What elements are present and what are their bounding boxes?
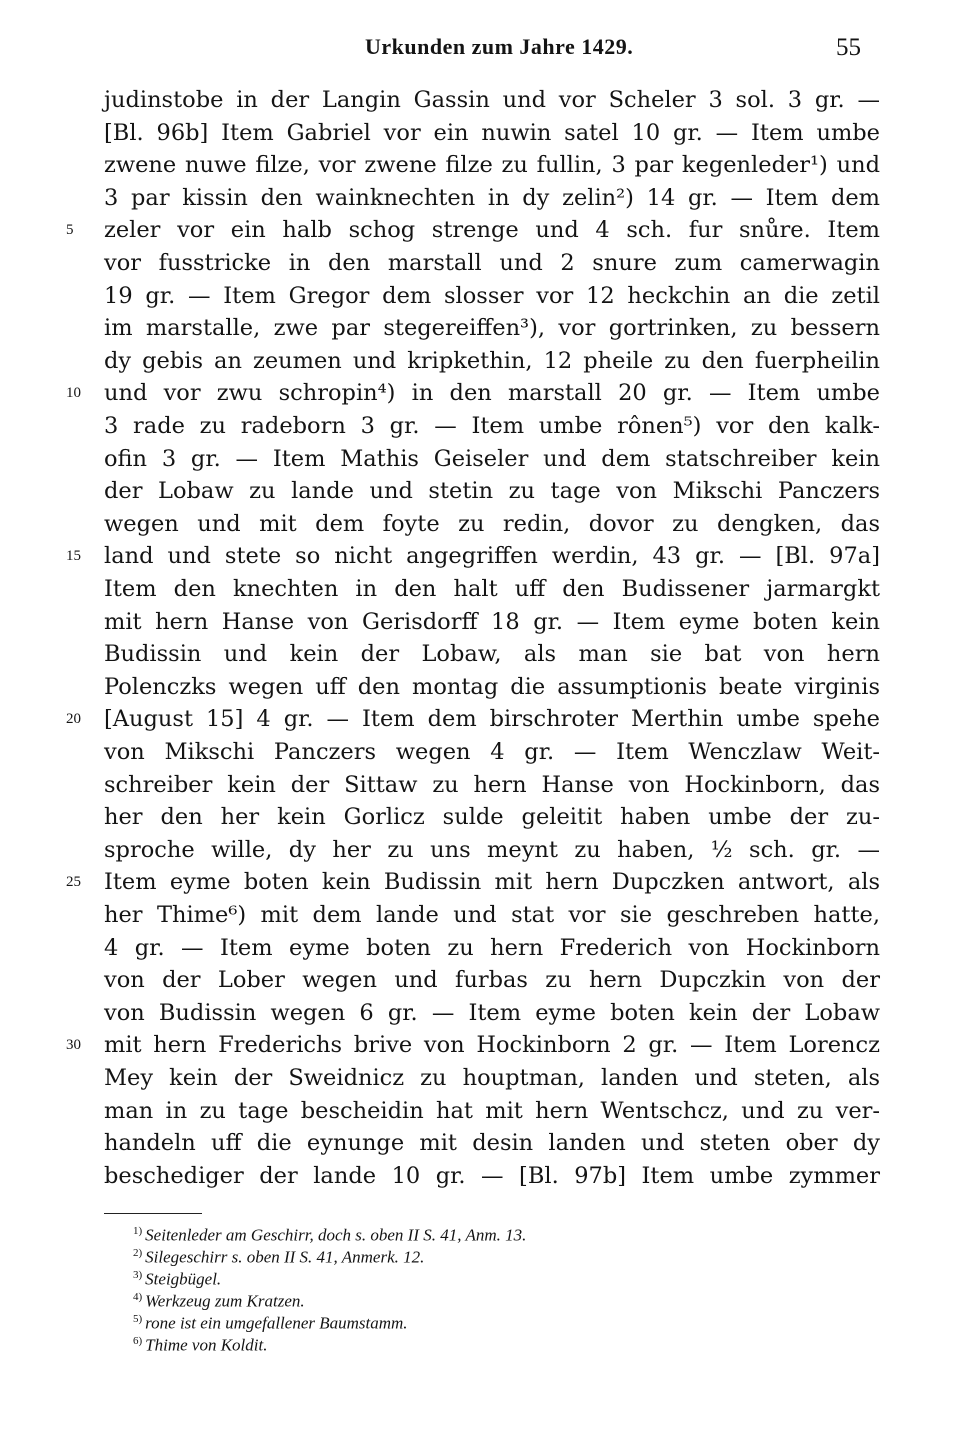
text-line: von Mikschi Panczers wegen 4 gr. — Item Wenczlaw Weit-	[104, 739, 880, 765]
footnote	[133, 1264, 893, 1289]
text-line: mit hern Frederichs brive von Hockinborn 2 gr. — Item Lorencz	[104, 1032, 880, 1059]
text-line: vor fusstricke in den marstall und 2 snure zum camerwagin	[104, 250, 880, 276]
text-line: von der Lober wegen und furbas zu hern Dupczkin von der	[104, 967, 880, 994]
text-line: 3 par kissin den wainknechten in dy zelin²) 14 gr. — Item dem	[104, 184, 880, 211]
line-number	[66, 997, 100, 1030]
line-number	[66, 1127, 100, 1160]
line-number	[66, 769, 100, 802]
line-number: 5	[66, 222, 74, 239]
text-line: wegen und mit dem foyte zu redin, dovor zu dengken, das	[104, 510, 880, 537]
text-line: beschediger der lande 10 gr. — [Bl. 97b] Item umbe zymmer	[104, 1162, 880, 1189]
line-number	[66, 182, 100, 215]
footnote-mark: 1)	[133, 1225, 143, 1237]
footnote-text: Werkzeug zum Kratzen.	[145, 1291, 305, 1311]
text-line: [Bl. 96b] Item Gabriel vor ein nuwin satel 10 gr. — Item umbe	[104, 119, 880, 146]
footnote-mark: 5)	[133, 1313, 143, 1325]
line-number	[66, 606, 100, 639]
line-number	[66, 475, 100, 508]
text-line: Budissin und kein der Lobaw, als man sie bat von hern	[104, 641, 880, 668]
text-line: Mey kein der Sweidnicz zu houptman, landen und steten, als	[104, 1065, 880, 1091]
line-number	[66, 247, 100, 280]
footnote-mark: 2)	[133, 1247, 143, 1259]
text-line: Item eyme boten kein Budissin mit hern Dupczken antwort, als	[104, 869, 880, 896]
line-number	[66, 117, 100, 150]
text-line: der Lobaw zu lande und stetin zu tage von Mikschi Panczers	[104, 478, 880, 505]
running-title: Urkunden zum Jahre 1429.	[365, 34, 634, 59]
line-number	[66, 508, 100, 541]
footnote-text: Silegeschirr s. oben II S. 41, Anmerk. 12.	[145, 1247, 425, 1267]
text-line: von Budissin wegen 6 gr. — Item eyme boten kein der Lobaw	[104, 999, 880, 1026]
text-line: man in zu tage bescheidin hat mit hern Wentschcz, und zu ver-	[104, 1097, 880, 1124]
text-line: 19 gr. — Item Gregor dem slosser vor 12 heckchin an die zetil	[104, 282, 880, 309]
footnote	[133, 1308, 893, 1333]
footnote	[133, 1286, 893, 1311]
text-line: [August 15] 4 gr. — Item dem birschroter Merthin umbe spehe	[104, 706, 880, 733]
line-number	[66, 899, 100, 932]
footnote-text: Seitenleder am Geschirr, doch s. oben II S. 41, Anm. 13.	[145, 1225, 527, 1245]
line-number	[66, 1062, 100, 1095]
line-number	[66, 410, 100, 443]
text-line: land und stete so nicht angegriffen werdin, 43 gr. — [Bl. 97a]	[104, 543, 880, 570]
footnote-text: rone ist ein umgefallener Baumstamm.	[145, 1313, 408, 1333]
footnote	[133, 1242, 893, 1267]
text-line: her Thime⁶) mit dem lande und stat vor sie geschreben hatte,	[104, 902, 880, 928]
text-line: zeler vor ein halb schog strenge und 4 sch. fur snůre. Item	[104, 217, 880, 244]
footnote	[133, 1330, 893, 1355]
line-number	[66, 573, 100, 606]
text-line: 4 gr. — Item eyme boten zu hern Frederich von Hockinborn	[104, 934, 880, 961]
text-line: handeln uff die eynunge mit desin landen und steten ober dy	[104, 1130, 880, 1157]
line-number: 30	[66, 1037, 81, 1054]
footnotes	[133, 1220, 893, 1355]
text-line: Polenczks wegen uff den montag die assumptionis beate virginis	[104, 673, 880, 700]
line-number	[66, 149, 100, 182]
line-number	[66, 671, 100, 704]
line-number: 20	[66, 711, 81, 728]
text-line: dy gebis an zeumen und kripkethin, 12 pheile zu den fuerpheilin	[104, 347, 880, 374]
footnote-mark: 4)	[133, 1291, 143, 1303]
text-line: im marstalle, zwe par stegereiffen³), vor gortrinken, zu bessern	[104, 315, 880, 342]
line-number	[66, 834, 100, 867]
text-line: zwene nuwe filze, vor zwene filze zu fullin, 3 par kegenleder¹) und	[104, 152, 880, 179]
line-number	[66, 84, 100, 117]
text-line: 3 rade zu radeborn 3 gr. — Item umbe rônen⁵) vor den kalk-	[104, 413, 880, 439]
text-line: sproche wille, dy her zu uns meynt zu haben, ½ sch. gr. —	[104, 836, 880, 863]
line-number	[66, 280, 100, 313]
text-line: Item den knechten in den halt uff den Budissener jarmargkt	[104, 576, 880, 602]
line-number: 10	[66, 385, 81, 402]
text-line: mit hern Hanse von Gerisdorff 18 gr. — Item eyme boten kein	[104, 608, 880, 635]
footnote-mark: 6)	[133, 1335, 143, 1347]
footnote-divider	[104, 1213, 202, 1214]
line-number	[66, 312, 100, 345]
footnote-text: Thime von Koldit.	[145, 1335, 268, 1355]
line-number	[66, 345, 100, 378]
line-number	[66, 736, 100, 769]
line-number: 15	[66, 548, 81, 565]
footnote	[133, 1220, 893, 1245]
line-number	[66, 932, 100, 965]
text-line: schreiber kein der Sittaw zu hern Hanse von Hockinborn, das	[104, 771, 880, 798]
line-number	[66, 801, 100, 834]
page-number: 55	[836, 34, 861, 61]
page-header	[0, 34, 960, 68]
text-line: ofin 3 gr. — Item Mathis Geiseler und dem statschreiber kein	[104, 445, 880, 472]
line-number	[66, 638, 100, 671]
line-number	[66, 964, 100, 997]
footnote-mark: 3)	[133, 1269, 143, 1281]
line-number	[66, 1160, 100, 1193]
line-number: 25	[66, 874, 81, 891]
footnote-text: Steigbügel.	[145, 1269, 222, 1289]
text-line: judinstobe in der Langin Gassin und vor Scheler 3 sol. 3 gr. —	[104, 87, 880, 113]
line-number	[66, 443, 100, 476]
text-line: her den her kein Gorlicz sulde geleitit haben umbe der zu-	[104, 804, 880, 831]
line-number	[66, 1095, 100, 1128]
text-line: und vor zwu schropin⁴) in den marstall 20 gr. — Item umbe	[104, 380, 880, 407]
